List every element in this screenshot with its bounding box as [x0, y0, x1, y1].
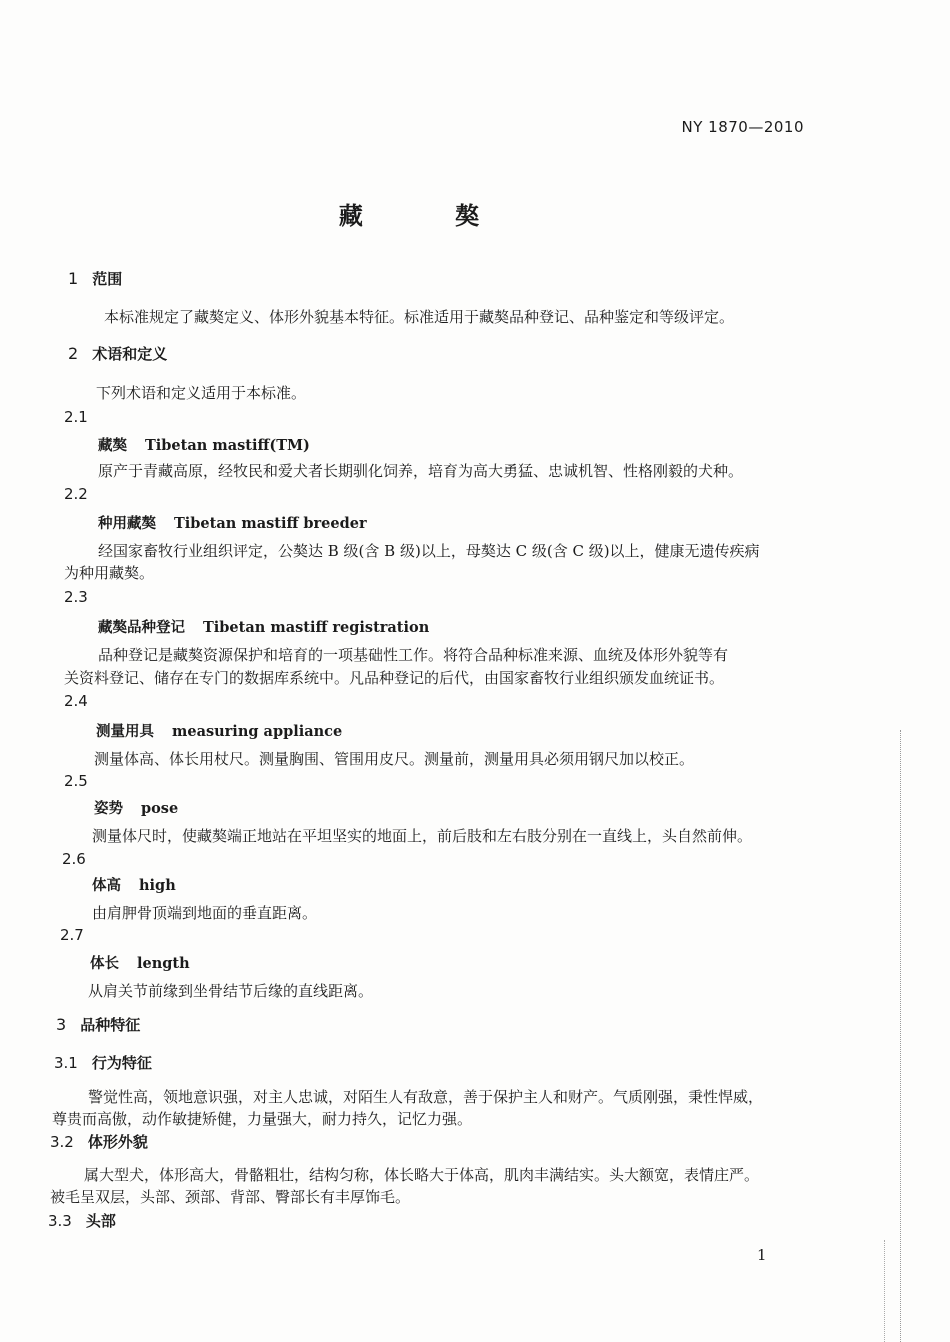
- section-3-2-body-line-1: 属大型犬，体形高大，骨骼粗壮，结构匀称，体长略大于体高，肌肉丰满结实。头大额宽，表情庄严。: [84, 1166, 760, 1184]
- section-title: 品种特征: [80, 1016, 141, 1034]
- section-2-body: 下列术语和定义适用于本标准。: [96, 384, 307, 402]
- section-number: 3.3: [48, 1212, 72, 1230]
- scan-edge-line: [900, 730, 901, 1342]
- term-cn: 种用藏獒: [98, 516, 156, 532]
- section-3-2-heading: [50, 1131, 148, 1152]
- term-cn: 藏獒品种登记: [98, 620, 185, 636]
- scan-edge-line-secondary: [884, 1240, 885, 1342]
- term-2-7-heading: [90, 952, 190, 973]
- section-number: 3.1: [54, 1054, 78, 1072]
- standard-number: NY 1870—2010: [681, 118, 804, 136]
- section-1-heading: [68, 268, 122, 289]
- section-number: 3.2: [50, 1133, 74, 1151]
- term-en: pose: [141, 800, 179, 817]
- section-title: 体形外貌: [87, 1133, 148, 1151]
- term-en: Tibetan mastiff breeder: [174, 515, 367, 532]
- section-number: 2: [68, 344, 79, 363]
- term-2-7-body: 从肩关节前缘到坐骨结节后缘的直线距离。: [88, 982, 374, 1000]
- term-cn: 体高: [92, 878, 121, 894]
- term-2-6-body: 由肩胛骨顶端到地面的垂直距离。: [92, 904, 318, 922]
- term-2-5-body: 测量体尺时，使藏獒端正地站在平坦坚实的地面上，前后肢和左右肢分别在一直线上，头自然前伸。: [92, 827, 753, 845]
- document-title: 藏 獒: [338, 202, 522, 230]
- term-2-5-heading: [94, 797, 178, 818]
- section-3-1-body-line-1: 警觉性高，领地意识强，对主人忠诚，对陌生人有敌意，善于保护主人和财产。气质刚强，秉性悍威，: [88, 1088, 764, 1106]
- term-2-3-body-line-2: 关资料登记、储存在专门的数据库系统中。凡品种登记的后代，由国家畜牧行业组织颁发血统证书。: [64, 669, 725, 687]
- term-2-4-body: 测量体高、体长用杖尺。测量胸围、管围用皮尺。测量前，测量用具必须用钢尺加以校正。: [94, 750, 695, 768]
- term-en: Tibetan mastiff(TM): [145, 437, 310, 454]
- term-2-3-number: 2.3: [64, 588, 88, 606]
- term-2-4-heading: [96, 720, 342, 741]
- term-2-2-body-line-2: 为种用藏獒。: [64, 564, 155, 582]
- term-cn: 测量用具: [96, 724, 154, 740]
- section-1-body: 本标准规定了藏獒定义、体形外貌基本特征。标准适用于藏獒品种登记、品种鉴定和等级评定。: [104, 308, 735, 326]
- term-2-2-body-line-1: 经国家畜牧行业组织评定，公獒达 B 级(含 B 级)以上，母獒达 C 级(含 C 级)以上，健康无遗传疾病: [98, 542, 760, 560]
- term-cn: 姿势: [94, 801, 123, 817]
- term-2-1-number: 2.1: [64, 408, 88, 426]
- term-2-2-heading: [98, 512, 367, 533]
- term-en: high: [139, 877, 176, 894]
- page-number: 1: [757, 1246, 767, 1264]
- term-en: Tibetan mastiff registration: [203, 619, 430, 636]
- section-title: 头部: [85, 1212, 116, 1230]
- term-2-2-number: 2.2: [64, 485, 88, 503]
- section-2-heading: [68, 343, 167, 364]
- term-2-7-number: 2.7: [60, 926, 84, 944]
- section-title: 范围: [92, 270, 123, 288]
- section-3-2-body-line-2: 被毛呈双层，头部、颈部、背部、臀部长有丰厚饰毛。: [50, 1188, 411, 1206]
- section-number: 3: [56, 1015, 67, 1034]
- term-cn: 体长: [90, 956, 119, 972]
- term-2-1-heading: [98, 434, 310, 455]
- term-2-5-number: 2.5: [64, 772, 88, 790]
- term-2-6-heading: [92, 874, 176, 895]
- term-2-3-body-line-1: 品种登记是藏獒资源保护和培育的一项基础性工作。将符合品种标准来源、血统及体形外貌等有: [98, 646, 729, 664]
- term-2-3-heading: [98, 616, 429, 637]
- section-3-1-body-line-2: 尊贵而高傲，动作敏捷矫健，力量强大，耐力持久，记忆力强。: [52, 1110, 473, 1128]
- term-2-4-number: 2.4: [64, 692, 88, 710]
- section-title: 术语和定义: [92, 345, 168, 363]
- section-3-1-heading: [54, 1052, 152, 1073]
- term-cn: 藏獒: [98, 438, 127, 454]
- term-en: length: [137, 955, 190, 972]
- term-en: measuring appliance: [172, 723, 343, 740]
- section-number: 1: [68, 269, 79, 288]
- section-3-3-heading: [48, 1210, 116, 1231]
- section-title: 行为特征: [91, 1054, 152, 1072]
- section-3-heading: [56, 1014, 140, 1035]
- term-2-6-number: 2.6: [62, 850, 86, 868]
- term-2-1-body: 原产于青藏高原，经牧民和爱犬者长期驯化饲养，培育为高大勇猛、忠诚机智、性格刚毅的犬种。: [98, 462, 744, 480]
